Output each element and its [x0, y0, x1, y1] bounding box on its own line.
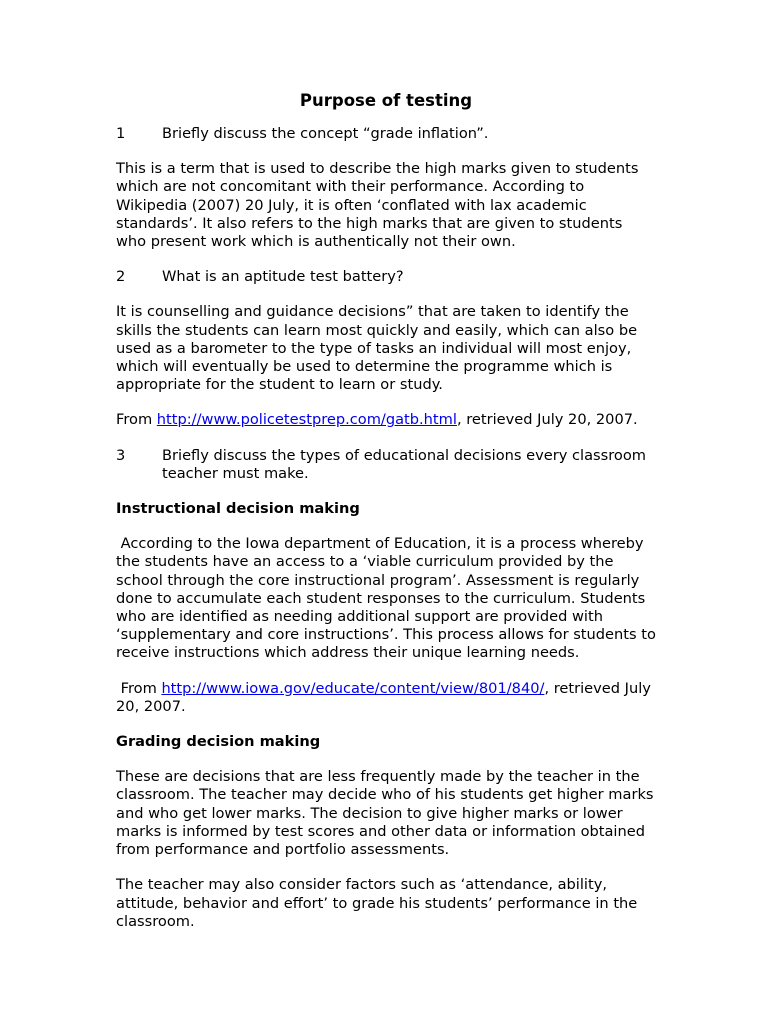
question-3-number: 3	[116, 446, 126, 464]
reference-2	[116, 680, 656, 716]
question-3-text: Briefly discuss the types of educational decisions every classroom teacher must make.	[162, 446, 646, 482]
question-3	[116, 447, 656, 483]
answer-2-paragraph: It is counselling and guidance decisions” that are taken to identify the skills the students can learn most quickly and easily, which can also be used as a barometer to the type of tasks an individual will most enjoy, which will eventually be used to determine the programme which is appropriate for the student to learn or study.	[116, 303, 638, 394]
question-1-number: 1	[116, 125, 126, 142]
reference-2-link[interactable]: http://www.iowa.gov/educate/content/view/801/840/	[161, 679, 545, 697]
heading-instructional-decision-making: Instructional decision making	[116, 500, 360, 518]
question-2-number: 2	[116, 268, 126, 286]
reference-1-prefix: From	[116, 411, 157, 429]
grading-paragraph-1: These are decisions that are less frequently made by the teacher in the classroom. The teacher may decide who of his students get higher marks and who get lower marks. The decision to give higher marks or lower marks is informed by test scores and other data or information obtained from performance and portfolio assessments.	[116, 768, 654, 859]
document-title: Purpose of testing	[299, 91, 473, 110]
question-1	[116, 125, 656, 143]
reference-1-suffix: , retrieved July 20, 2007.	[456, 411, 638, 429]
reference-1-link[interactable]: http://www.policetestprep.com/gatb.html	[156, 411, 457, 429]
answer-1-paragraph: This is a term that is used to describe the high marks given to students which are not concomitant with their performance. According to Wikipedia (2007) 20 July, it is often ‘conflated with lax academic standards’. It also refers to the high marks that are given to students who present work which is authentically not their own.	[116, 160, 639, 251]
reference-1	[116, 411, 656, 429]
grading-paragraph-2: The teacher may also consider factors such as ‘attendance, ability, attitude, behavior and effort’ to grade his students’ performance in the classroom.	[116, 876, 638, 930]
instructional-paragraph: According to the Iowa department of Education, it is a process whereby the students have an access to a ‘viable curriculum provided by the school through the core instructional program’. Assessment is regularly done to accumulate each student responses to the curriculum. Students who are identified as needing additional support are provided with ‘supplementary and core instructions’. This process allows for students to receive instructions which address their unique learning needs.	[116, 535, 656, 662]
document-page	[116, 90, 656, 948]
heading-grading-decision-making: Grading decision making	[116, 733, 321, 751]
reference-2-suffix: , retrieved July 20, 2007.	[116, 679, 651, 715]
question-2	[116, 268, 656, 286]
question-2-text: What is an aptitude test battery?	[162, 268, 404, 286]
reference-2-prefix: From	[116, 679, 162, 697]
question-1-text: Briefly discuss the concept “grade inflation”.	[162, 125, 489, 142]
